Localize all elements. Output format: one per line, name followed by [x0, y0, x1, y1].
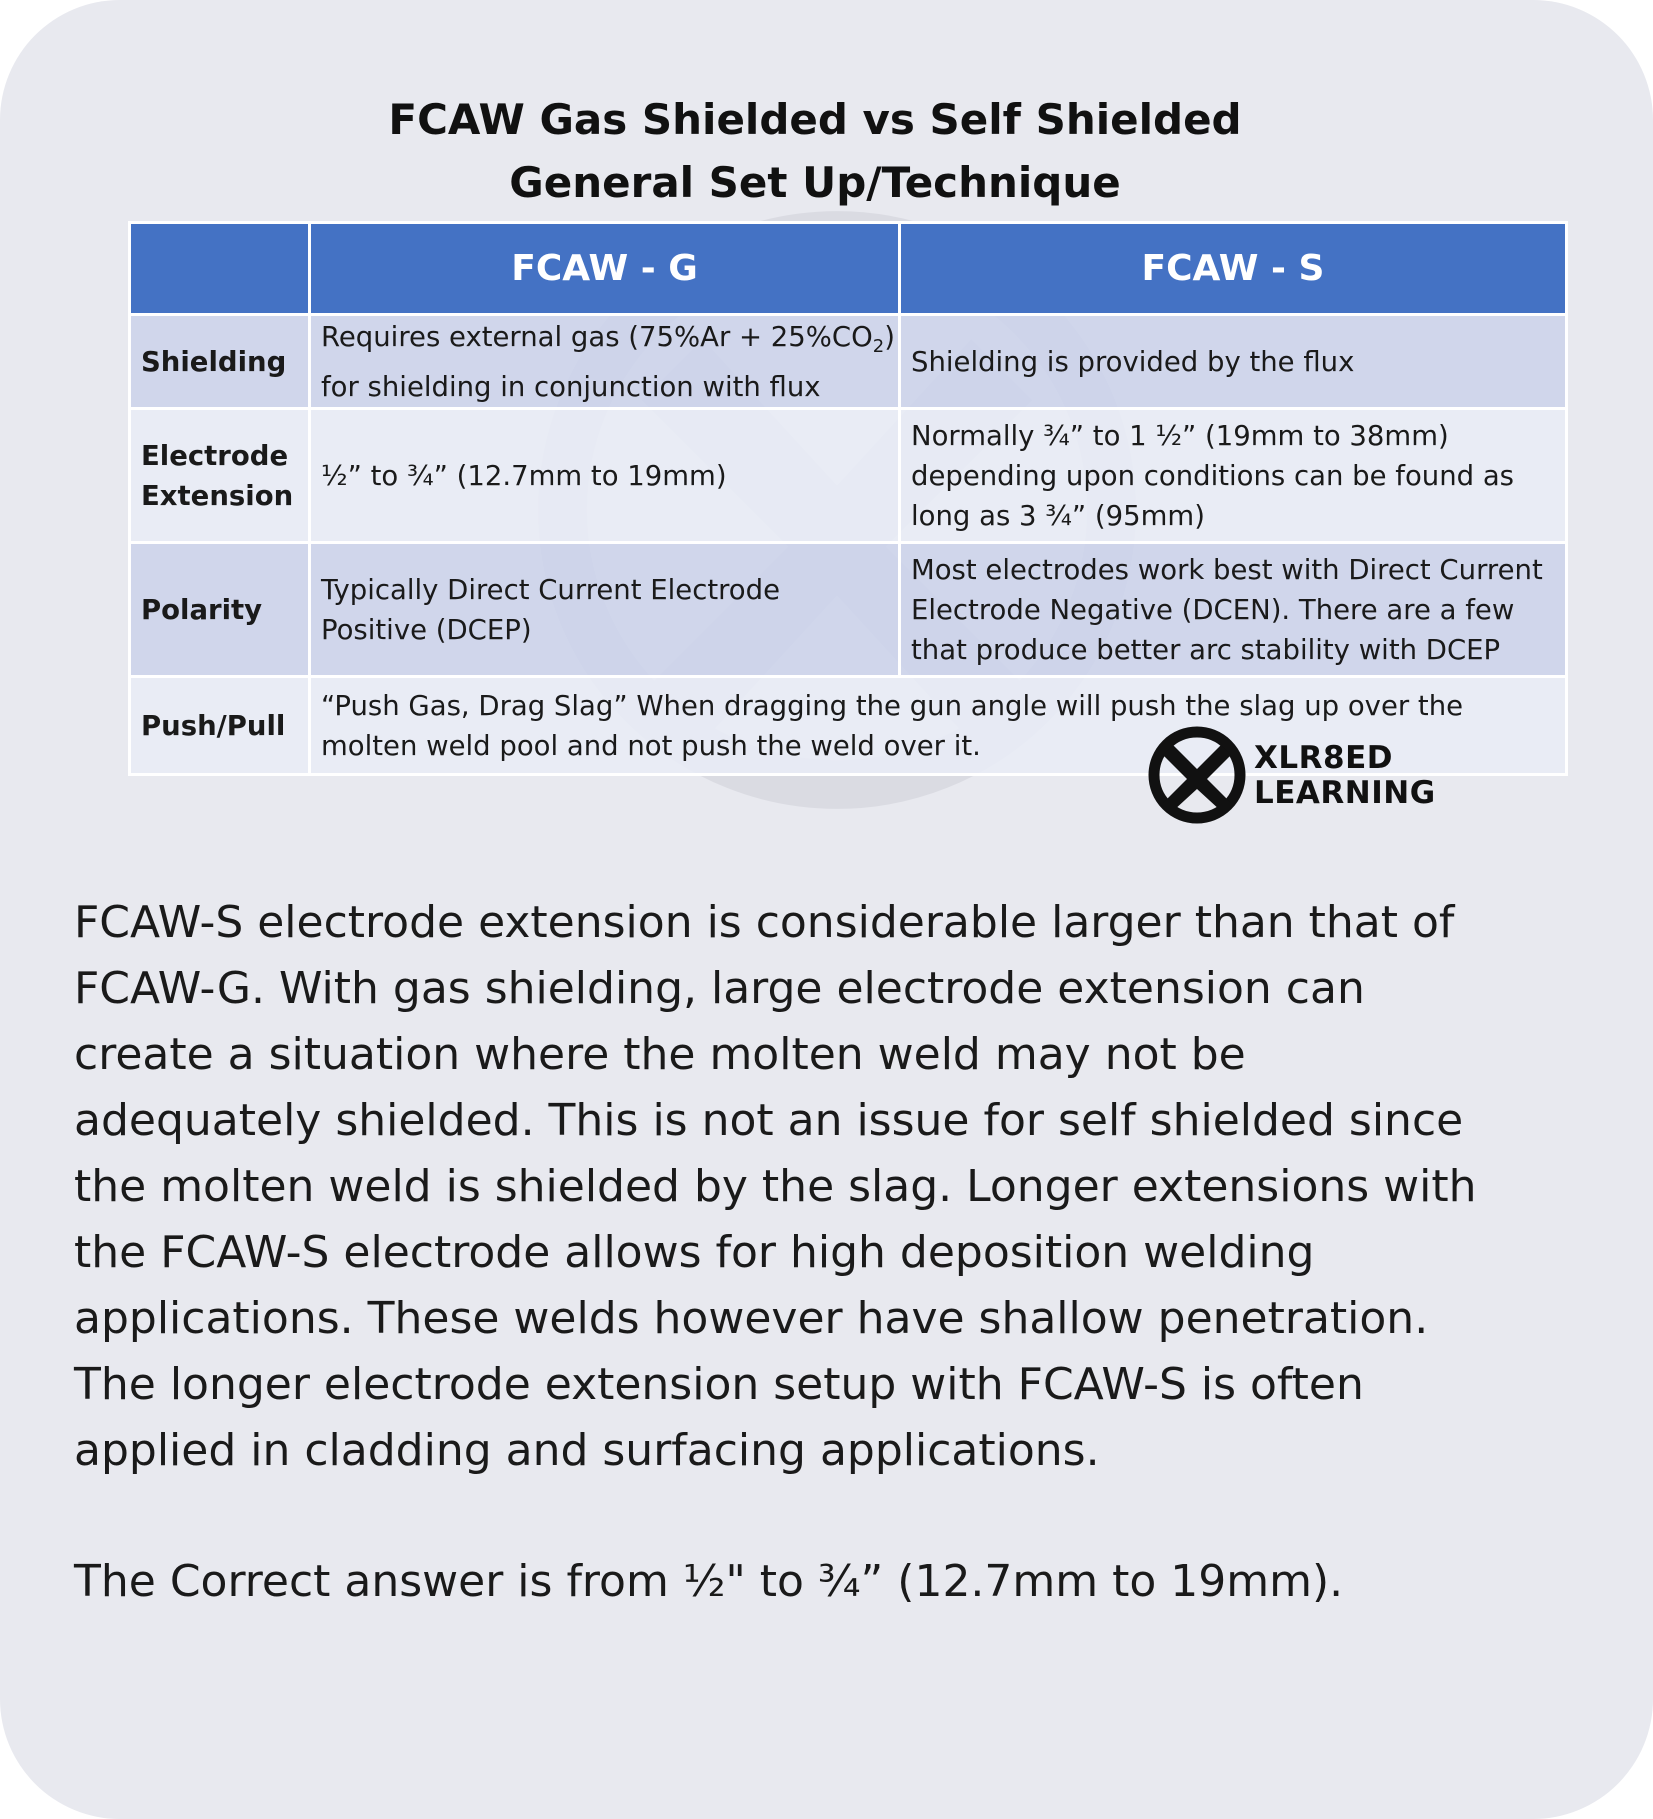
- extension-label-line-2: Extension: [141, 479, 294, 512]
- correct-answer-text: The Correct answer is from ½" to ¾” (12.7mm to 19mm).: [74, 1556, 1344, 1607]
- extension-s-line-1: Normally ¾” to 1 ½” (19mm to 38mm): [911, 419, 1449, 452]
- explanation-paragraph: [74, 890, 1634, 1484]
- polarity-s-line-3: that produce better arc stability with DCEP: [911, 633, 1501, 666]
- shielding-g-line-2: for shielding in conjunction with flux: [321, 370, 821, 403]
- shielding-g-text-a: Requires external gas (75%Ar + 25%CO: [321, 320, 873, 353]
- cell-shielding-g: [310, 315, 900, 409]
- page-title: [0, 88, 1630, 214]
- explanation-line-7: applications. These welds however have shallow penetration.: [74, 1293, 1429, 1344]
- cell-extension-g: ½” to ¾” (12.7mm to 19mm): [310, 409, 900, 543]
- explanation-line-1: FCAW-S electrode extension is considerable larger than that of: [74, 897, 1455, 948]
- row-label-extension: [130, 409, 310, 543]
- extension-s-line-3: long as 3 ¾” (95mm): [911, 499, 1205, 532]
- polarity-s-line-1: Most electrodes work best with Direct Current: [911, 553, 1543, 586]
- title-line-1: FCAW Gas Shielded vs Self Shielded: [388, 95, 1242, 144]
- logo-line-1: XLR8ED: [1254, 740, 1394, 776]
- explanation-line-8: The longer electrode extension setup with FCAW-S is often: [74, 1359, 1364, 1410]
- explanation-line-6: the FCAW-S electrode allows for high deposition welding: [74, 1227, 1315, 1278]
- cell-polarity-s: [900, 543, 1567, 677]
- logo-text: [1254, 741, 1436, 811]
- explanation-line-9: applied in cladding and surfacing applications.: [74, 1425, 1100, 1476]
- header-fcaw-g: FCAW - G: [310, 223, 900, 315]
- table-row-shielding: [130, 315, 1567, 409]
- explanation-line-2: FCAW-G. With gas shielding, large electrode extension can: [74, 963, 1365, 1014]
- xlr8ed-logo: [1147, 725, 1447, 825]
- explanation-line-4: adequately shielded. This is not an issue for self shielded since: [74, 1095, 1464, 1146]
- shielding-g-text-b: ): [884, 320, 895, 353]
- pushpull-line-1: “Push Gas, Drag Slag” When dragging the gun angle will push the slag up over the: [321, 690, 1464, 722]
- row-label-polarity: Polarity: [130, 543, 310, 677]
- cell-polarity-g: [310, 543, 900, 677]
- xlr8ed-logo-icon: [1147, 725, 1247, 825]
- comparison-table: [128, 221, 1568, 776]
- title-line-2: General Set Up/Technique: [509, 158, 1121, 207]
- header-fcaw-s: FCAW - S: [900, 223, 1567, 315]
- polarity-g-line-2: Positive (DCEP): [321, 613, 532, 646]
- polarity-s-line-2: Electrode Negative (DCEN). There are a few: [911, 593, 1515, 626]
- row-label-shielding: Shielding: [130, 315, 310, 409]
- cell-shielding-s: Shielding is provided by the flux: [900, 315, 1567, 409]
- row-label-pushpull: Push/Pull: [130, 677, 310, 775]
- shielding-g-subscript: 2: [872, 335, 885, 357]
- table-row-extension: [130, 409, 1567, 543]
- cell-extension-s: [900, 409, 1567, 543]
- table-header-row: [130, 223, 1567, 315]
- logo-line-2: LEARNING: [1254, 775, 1436, 811]
- extension-label-line-1: Electrode: [141, 439, 289, 472]
- table-row-polarity: [130, 543, 1567, 677]
- extension-s-line-2: depending upon conditions can be found as: [911, 459, 1514, 492]
- polarity-g-line-1: Typically Direct Current Electrode: [321, 573, 781, 606]
- explanation-line-3: create a situation where the molten weld may not be: [74, 1029, 1246, 1080]
- header-empty-cell: [130, 223, 310, 315]
- pushpull-line-2: molten weld pool and not push the weld over it.: [321, 730, 981, 762]
- explanation-line-5: the molten weld is shielded by the slag. Longer extensions with: [74, 1161, 1477, 1212]
